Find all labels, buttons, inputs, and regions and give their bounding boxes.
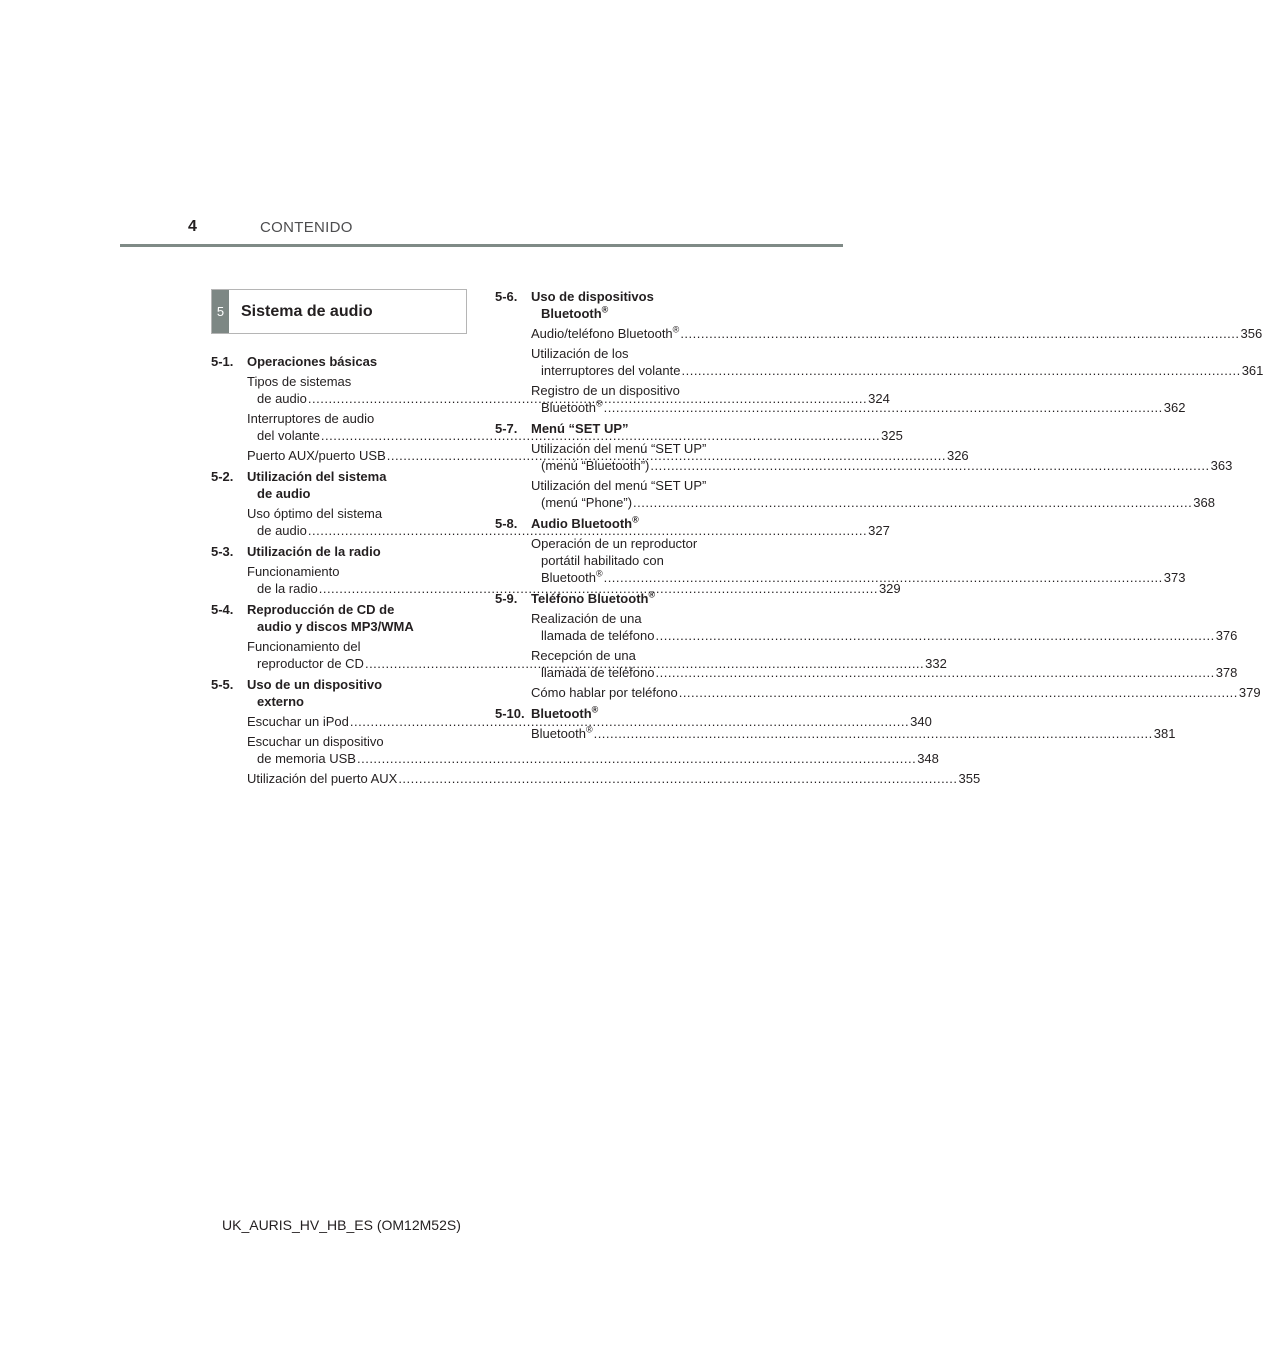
chapter-number: 5-7.: [495, 421, 518, 436]
entry-line: Registro de un dispositivo: [531, 383, 680, 398]
entry-line: Utilización de los: [531, 346, 629, 361]
registered-mark: ®: [595, 568, 603, 579]
registered-mark: ®: [591, 704, 599, 715]
chapter-title-line: externo: [257, 694, 304, 709]
chapter-number: 5-1.: [211, 354, 234, 369]
toc-chapter-heading: [211, 676, 459, 710]
section-heading: [211, 289, 467, 334]
entry-line: (menú “Bluetooth”): [541, 458, 650, 473]
registered-mark: ®: [595, 398, 603, 409]
toc-chapter-heading: [211, 468, 459, 502]
registered-mark: ®: [585, 724, 593, 735]
entry-page-number: 348: [917, 751, 939, 766]
entry-line: Realización de una: [531, 611, 642, 626]
dot-leader: [604, 400, 1163, 415]
dot-leader: [633, 495, 1192, 510]
toc-chapter-heading: [495, 590, 743, 607]
toc-chapter-heading: [495, 515, 743, 532]
chapter-title: [531, 288, 743, 322]
entry-leader-line: [247, 580, 901, 597]
registered-mark: ®: [601, 304, 609, 315]
chapter-number: 5-6.: [495, 289, 518, 304]
dot-leader: [357, 751, 916, 766]
chapter-title: [247, 601, 459, 635]
toc-entry: [211, 733, 939, 767]
section-number: 5: [212, 290, 229, 333]
chapter-title: [247, 353, 459, 370]
entry-leader-line: [247, 750, 939, 767]
entry-line: de la radio: [257, 581, 318, 596]
entry-leader-line: [531, 664, 1238, 681]
entry-line: Operación de un reproductor: [531, 536, 698, 551]
entry-leader-line: [531, 568, 1186, 586]
toc-chapter-heading: [495, 288, 743, 322]
entry-line: Escuchar un iPod: [247, 714, 349, 729]
toc-chapter-heading: [495, 420, 743, 437]
entry-leader-line: [531, 362, 1263, 379]
entry-line: llamada de teléfono: [541, 665, 655, 680]
toc-entry: [495, 345, 1263, 379]
header-divider: [120, 244, 843, 247]
entry-line: Uso óptimo del sistema: [247, 506, 383, 521]
chapter-number: 5-10.: [495, 706, 525, 721]
chapter-number: 5-2.: [211, 469, 234, 484]
entry-page-number: 340: [910, 714, 932, 729]
entry-leader-line: [247, 770, 981, 787]
entry-line: Utilización del menú “SET UP”: [531, 441, 707, 456]
entry-line: Utilización del menú “SET UP”: [531, 478, 707, 493]
toc-entry: [495, 610, 1238, 644]
entry-page-number: 356: [1240, 326, 1263, 341]
entry-page-number: 329: [878, 581, 901, 596]
toc-chapter-heading: [495, 705, 743, 722]
entry-line: llamada de teléfono: [541, 628, 655, 643]
entry-line: Cómo hablar por teléfono: [531, 685, 678, 700]
chapter-title-line: Menú “SET UP”: [531, 421, 629, 436]
entry-line: Escuchar un dispositivo: [247, 734, 384, 749]
chapter-title: [247, 468, 459, 502]
entry-page-number: 373: [1163, 570, 1186, 585]
chapter-title: [531, 420, 743, 437]
entry-line: Funcionamiento: [247, 564, 340, 579]
entry-line: Interruptores de audio: [247, 411, 375, 426]
entry-line: interruptores del volante: [541, 363, 681, 378]
entry-page-number: 332: [925, 656, 947, 671]
registered-mark: ®: [648, 589, 656, 600]
chapter-title-line: Bluetooth®: [541, 304, 609, 321]
entry-leader-line: [531, 457, 1233, 474]
dot-leader: [650, 458, 1209, 473]
chapter-title-line: Audio Bluetooth®: [531, 514, 639, 531]
dot-leader: [655, 665, 1214, 680]
chapter-number: 5-9.: [495, 591, 518, 606]
chapter-title-line: Utilización de la radio: [247, 544, 381, 559]
header-title: CONTENIDO: [260, 219, 353, 236]
toc-entry: [495, 324, 1263, 342]
entry-line: Utilización del puerto AUX: [247, 771, 398, 786]
chapter-title-line: de audio: [257, 486, 311, 501]
chapter-title: [247, 543, 459, 560]
chapter-title-line: Utilización del sistema: [247, 469, 387, 484]
entry-line: Puerto AUX/puerto USB: [247, 448, 386, 463]
entry-page-number: 325: [881, 428, 903, 443]
entry-line: Audio/teléfono Bluetooth®: [531, 324, 680, 341]
toc-entry: [495, 535, 1186, 586]
section-title: Sistema de audio: [241, 302, 373, 320]
chapter-title: [247, 676, 459, 710]
dot-leader: [679, 685, 1238, 700]
dot-leader: [655, 628, 1214, 643]
toc-entry: [495, 477, 1215, 511]
chapter-title-line: Operaciones básicas: [247, 354, 378, 369]
entry-page-number: 326: [946, 448, 969, 463]
entry-leader-line: [531, 684, 1261, 701]
chapter-title: [531, 590, 743, 607]
entry-line: de audio: [257, 391, 307, 406]
entry-page-number: 376: [1215, 628, 1238, 643]
chapter-number: 5-8.: [495, 516, 518, 531]
chapter-number: 5-3.: [211, 544, 234, 559]
registered-mark: ®: [632, 514, 639, 525]
entry-page-number: 363: [1210, 458, 1233, 473]
chapter-title-line: Bluetooth®: [531, 704, 599, 721]
chapter-title-line: Reproducción de CD de: [247, 602, 395, 617]
document-code: UK_AURIS_HV_HB_ES (OM12M52S): [222, 1217, 461, 1233]
entry-line: del volante: [257, 428, 320, 443]
entry-line: (menú “Phone”): [541, 495, 633, 510]
entry-leader-line: [531, 324, 1263, 342]
toc-entry: [495, 684, 1261, 701]
entry-page-number: 378: [1215, 665, 1238, 680]
entry-line: Recepción de una: [531, 648, 636, 663]
dot-leader: [680, 326, 1239, 341]
entry-line: Bluetooth®: [531, 724, 593, 741]
entry-page-number: 327: [868, 523, 890, 538]
chapter-title-line: Teléfono Bluetooth®: [531, 589, 656, 606]
page-number: 4: [188, 218, 197, 235]
entry-line: Tipos de sistemas: [247, 374, 352, 389]
entry-page-number: 368: [1193, 495, 1215, 510]
chapter-title: [531, 705, 743, 722]
entry-line: portátil habilitado con: [541, 553, 664, 568]
chapter-title: [531, 515, 743, 532]
chapter-title-line: Uso de un dispositivo: [247, 677, 383, 692]
registered-mark: ®: [672, 324, 680, 335]
dot-leader: [594, 726, 1153, 741]
entry-page-number: 361: [1241, 363, 1263, 378]
entry-page-number: 379: [1238, 685, 1261, 700]
entry-page-number: 355: [958, 771, 981, 786]
toc-chapter-heading: [211, 601, 459, 635]
entry-page-number: 362: [1163, 400, 1186, 415]
chapter-number: 5-4.: [211, 602, 234, 617]
entry-page-number: 381: [1153, 726, 1176, 741]
entry-leader-line: [531, 494, 1215, 511]
entry-line: Bluetooth®: [541, 568, 603, 585]
chapter-title-line: audio y discos MP3/WMA: [257, 619, 414, 634]
entry-line: Funcionamiento del: [247, 639, 361, 654]
toc-entry: [495, 724, 1176, 742]
chapter-number: 5-5.: [211, 677, 234, 692]
toc-chapter-heading: [211, 353, 459, 370]
dot-leader: [604, 570, 1163, 585]
entry-line: Bluetooth®: [541, 398, 603, 415]
entry-line: de memoria USB: [257, 751, 356, 766]
entry-leader-line: [531, 724, 1176, 742]
dot-leader: [681, 363, 1240, 378]
entry-line: reproductor de CD: [257, 656, 364, 671]
entry-line: de audio: [257, 523, 307, 538]
toc-chapter-heading: [211, 543, 459, 560]
entry-page-number: 324: [868, 391, 890, 406]
entry-leader-line: [531, 627, 1238, 644]
toc-entry: [211, 770, 981, 787]
chapter-title-line: Uso de dispositivos: [531, 289, 654, 304]
dot-leader: [398, 771, 957, 786]
